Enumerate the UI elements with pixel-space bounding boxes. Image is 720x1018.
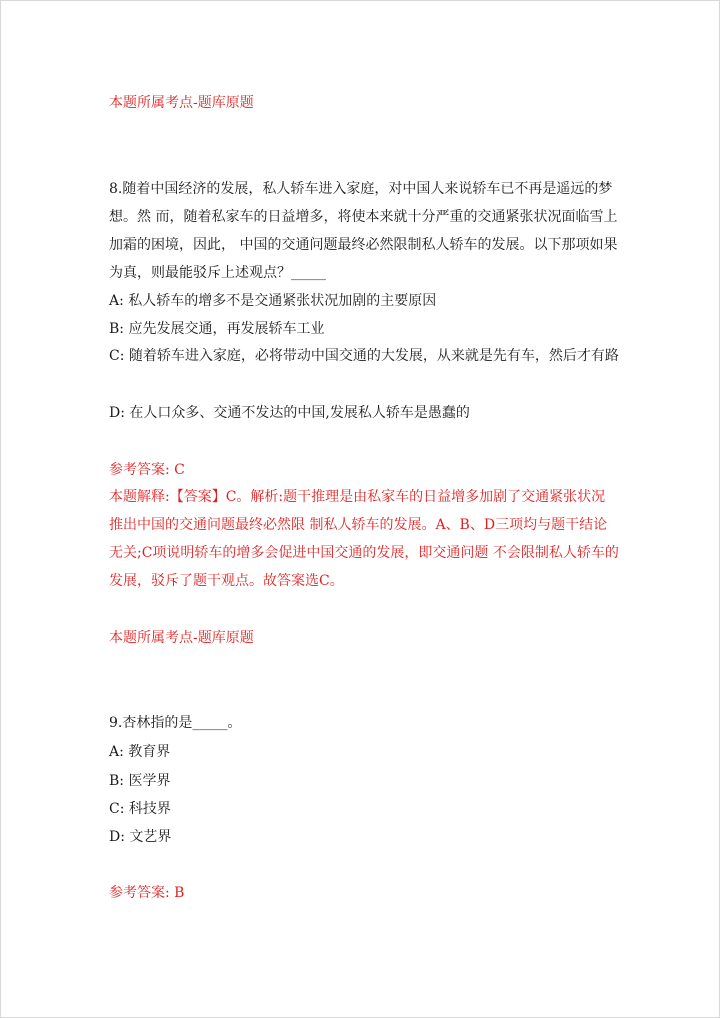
question-9-option-a: A: 教育界 [109,744,171,760]
question-9-option-b: B: 医学界 [109,773,171,789]
question-8-option-a: A: 私人轿车的增多不是交通紧张状况加剧的主要原因 [109,293,437,309]
source-note-q8: 本题所属考点-题库原题 [109,630,254,646]
question-8-stem: 8.随着中国经济的发展，私人轿车进入家庭，对中国人来说轿车已不再是遥远的梦想。然 而，随着私家车的日益增多，将使本来就十分严重的交通紧张状况面临雪上加霜的困境，因此， 中国的交通问题最终必然限制私人轿车的发展。以下那项如果为真，则最能驳斥上述观点？_____ [109,181,618,281]
question-8-option-d: D: 在人口众多、交通不发达的中国,发展私人轿车是愚蠢的 [109,405,470,421]
question-9-stem: 9.杏林指的是_____。 [109,715,242,731]
question-9-option-c: C: 科技界 [109,801,171,817]
question-8-option-c: C: 随着轿车进入家庭，必将带动中国交通的大发展，从来就是先有车，然后才有路 [109,348,619,364]
question-8-answer: 参考答案: C [109,462,185,478]
question-8-option-b: B: 应先发展交通，再发展轿车工业 [109,321,325,337]
question-9-answer: 参考答案: B [109,885,185,901]
question-8-explanation: 本题解释:【答案】C。解析:题干推理是由私家车的日益增多加剧了交通紧张状况推出中国的交通问题最终必然限 制私人轿车的发展。A、B、D三项均与题干结论无关;C项说明轿车的增多会促进中国交通的发展，即交通问题 不会限制私人轿车的发展，驳斥了题干观点。故答案选C。 [109,489,619,589]
question-9-option-d: D: 文艺界 [109,829,172,845]
source-note-top: 本题所属考点-题库原题 [109,95,254,111]
